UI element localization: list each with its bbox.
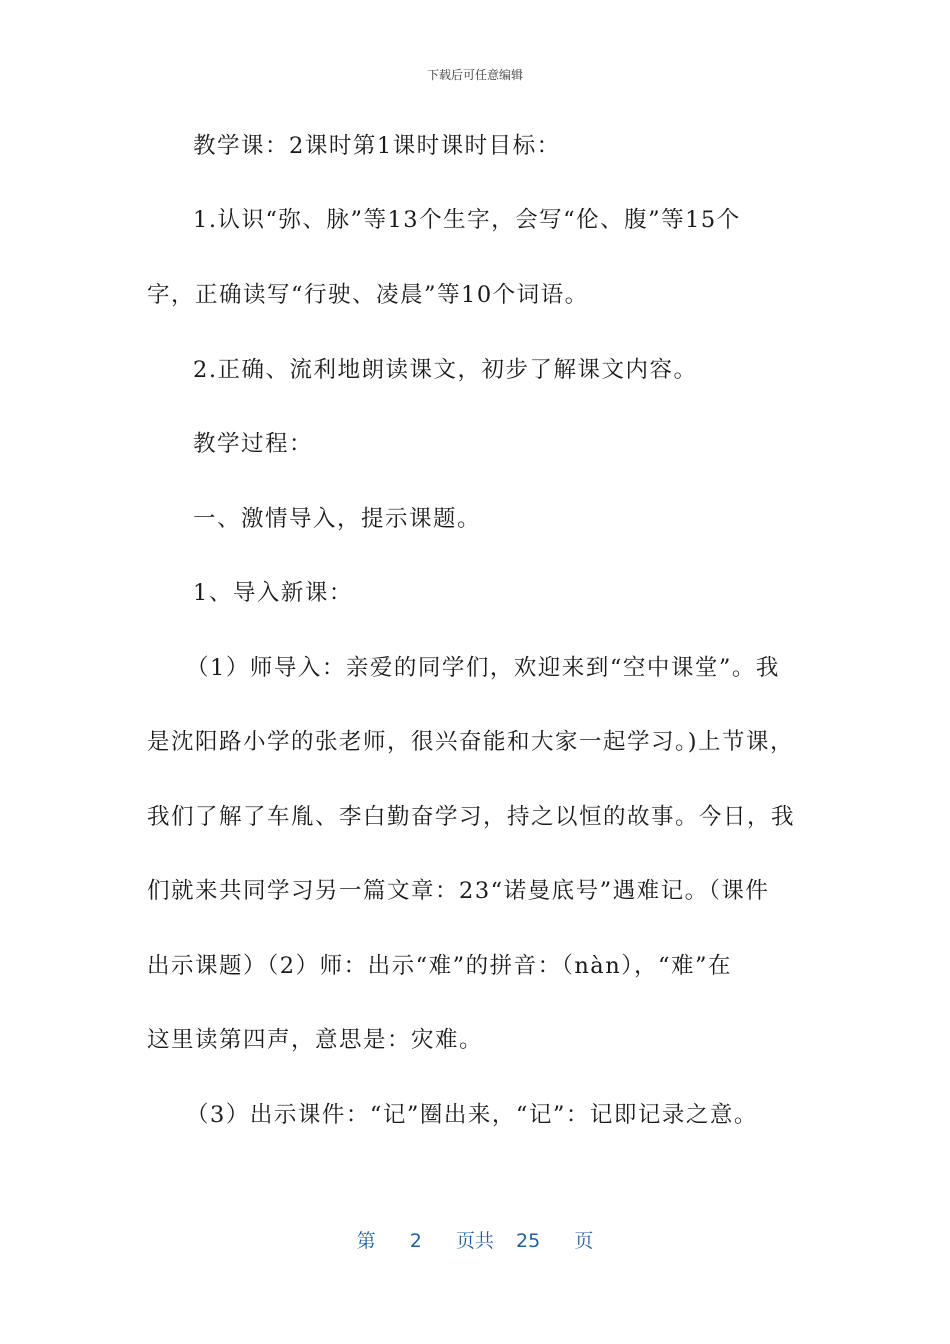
text-line: 我们了解了车胤、李白勤奋学习，持之以恒的故事。今日，我 [147, 804, 796, 830]
text-line: 教学过程： [193, 431, 314, 457]
total-page-count: 25 [516, 1230, 541, 1252]
footer-label-ye-gong: 页共 [455, 1230, 494, 1252]
text-line: 这里读第四声，意思是：灾难。 [147, 1027, 484, 1053]
text-line: 教学课：2课时第1课时课时目标： [193, 133, 561, 159]
text-line: 们就来共同学习另一篇文章：23“诺曼底号”遇难记。（课件 [147, 878, 770, 904]
page-footer [0, 1226, 950, 1253]
text-line: 一、激情导入，提示课题。 [193, 506, 482, 532]
text-line: 出示课题）（2）师：出示“难”的拼音：（nàn），“难”在 [147, 953, 732, 979]
text-line: 是沈阳路小学的张老师，很兴奋能和大家一起学习。)上节课， [147, 729, 795, 755]
text-line: 2.正确、流利地朗读课文，初步了解课文内容。 [193, 357, 698, 383]
footer-label-ye: 页 [574, 1230, 594, 1252]
text-line: （1）师导入：亲爱的同学们，欢迎来到“空中课堂”。我 [186, 655, 780, 681]
text-line: 字，正确读写“行驶、凌晨”等10个词语。 [147, 282, 589, 308]
footer-label-di: 第 [356, 1230, 376, 1252]
text-line: 1.认识“弥、脉”等13个生字，会写“伦、腹”等15个 [193, 207, 741, 233]
text-line: （3）出示课件：“记”圈出来，“记”：记即记录之意。 [186, 1102, 758, 1128]
header-note: 下载后可任意编辑 [426, 68, 523, 82]
text-line: 1、导入新课： [193, 580, 353, 606]
current-page-number: 2 [409, 1230, 422, 1252]
